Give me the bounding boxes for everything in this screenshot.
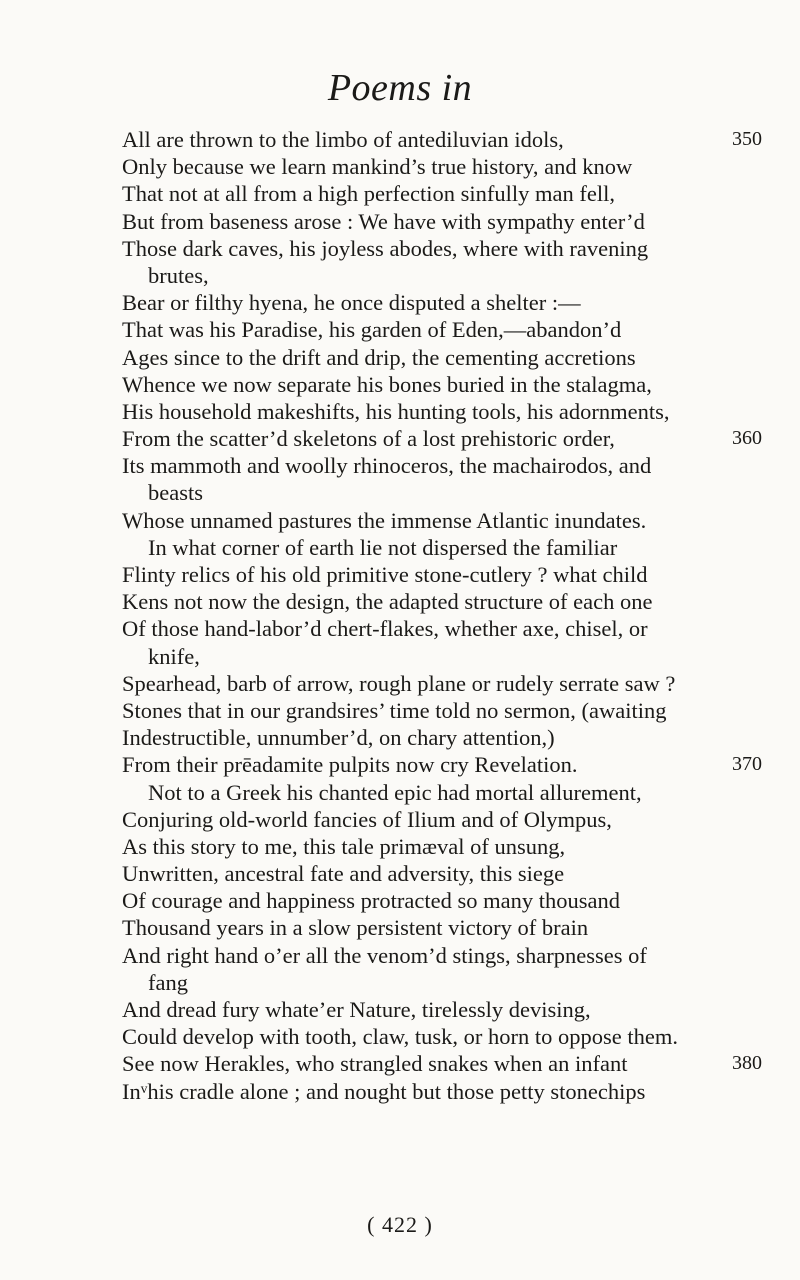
poem-line-text: All are thrown to the limbo of antediluvian idols, — [122, 127, 564, 152]
poem-line — [122, 452, 762, 479]
poem-line — [122, 806, 762, 833]
poem-line — [122, 344, 762, 371]
poem-line-text: fang — [148, 969, 188, 995]
poem-line — [122, 588, 762, 615]
poem-line-text: His household makeshifts, his hunting tools, his adornments, — [122, 398, 670, 424]
poem-line — [122, 670, 762, 697]
poem-line-text: Kens not now the design, the adapted structure of each one — [122, 589, 653, 615]
poem-line-text: Only because we learn mankind’s true history, and know — [122, 154, 633, 180]
poem-line — [122, 534, 762, 561]
poem-line-text: brutes, — [148, 262, 209, 288]
poem-line-text: See now Herakles, who strangled snakes when an infant — [122, 1051, 628, 1077]
poem-line — [122, 425, 762, 452]
poem-line-text: From the scatter’d skeletons of a lost prehistoric order, — [122, 426, 615, 452]
poem-line-text: And right hand o’er all the venom’d stings, sharpnesses of — [122, 942, 647, 968]
poem-line — [122, 779, 762, 806]
poem-line-text: Spearhead, barb of arrow, rough plane or rudely serrate saw ? — [122, 670, 676, 696]
poem-line — [122, 914, 762, 941]
poem-line-text: From their prēadamite pulpits now cry Revelation. — [122, 752, 578, 778]
poem-line — [122, 1050, 762, 1077]
poem-line-text: Inᵛhis cradle alone ; and nought but those petty stonechips — [122, 1078, 646, 1104]
poem-line — [122, 860, 762, 887]
poem-line — [122, 1023, 762, 1050]
poem-line-text: Conjuring old-world fancies of Ilium and of Olympus, — [122, 806, 612, 832]
poem-line — [122, 235, 762, 262]
poem-line — [122, 697, 762, 724]
page-number: ( 422 ) — [367, 1212, 433, 1237]
poem-line-text: Those dark caves, his joyless abodes, where with ravening — [122, 235, 649, 261]
poem-line — [122, 208, 762, 235]
running-head: Poems in — [327, 67, 473, 109]
poem-line-text: Whose unnamed pastures the immense Atlantic inundates. — [122, 507, 647, 533]
poem-line — [122, 643, 762, 670]
poem-line-text: Bear or filthy hyena, he once disputed a shelter :— — [122, 290, 581, 316]
poem-line — [122, 262, 762, 289]
poem-line — [122, 1078, 762, 1105]
poem-line-text: Indestructible, unnumber’d, on chary attention,) — [122, 725, 555, 751]
poem-line-text: Of those hand-labor’d chert-flakes, whether axe, chisel, or — [122, 616, 648, 642]
poem-text — [122, 126, 762, 1105]
poem-line — [122, 561, 762, 588]
line-number: 380 — [732, 1052, 762, 1075]
poem-line — [122, 289, 762, 316]
line-number: 370 — [732, 753, 762, 776]
poem-line-text: Not to a Greek his chanted epic had mortal allurement, — [148, 779, 642, 805]
poem-line-text: As this story to me, this tale primæval of unsung, — [122, 833, 566, 859]
poem-line — [122, 371, 762, 398]
poem-line — [122, 969, 762, 996]
poem-line — [122, 507, 762, 534]
poem-line — [122, 751, 762, 778]
line-number: 350 — [732, 128, 762, 150]
poem-line — [122, 126, 762, 153]
poem-line-text: And dread fury whate’er Nature, tirelessly devising, — [122, 997, 591, 1022]
poem-line — [122, 615, 762, 642]
poem-line — [122, 153, 762, 180]
poem-line — [122, 724, 762, 751]
poem-line — [122, 479, 762, 506]
poem-line-text: Stones that in our grandsires’ time told no sermon, (awaiting — [122, 697, 667, 723]
poem-line-text: beasts — [148, 480, 203, 506]
poem-line — [122, 833, 762, 860]
poem-line-text: Flinty relics of his old primitive stone-cutlery ? what child — [122, 562, 648, 587]
poem-line-text: Thousand years in a slow persistent victory of brain — [122, 915, 589, 941]
poem-line-text: Ages since to the drift and drip, the cementing accretions — [122, 344, 636, 370]
poem-line-text: In what corner of earth lie not dispersed the familiar — [148, 534, 618, 560]
poem-line-text: That was his Paradise, his garden of Eden,—abandon’d — [122, 317, 622, 343]
poem-line-text: Its mammoth and woolly rhinoceros, the machairodos, and — [122, 453, 652, 479]
poem-line-text: But from baseness arose : We have with sympathy enter’d — [122, 208, 645, 234]
poem-line — [122, 996, 762, 1023]
poem-line-text: knife, — [148, 643, 200, 669]
poem-line-text: Could develop with tooth, claw, tusk, or horn to oppose them. — [122, 1024, 678, 1050]
poem-line — [122, 942, 762, 969]
poem-line — [122, 398, 762, 425]
poem-line-text: Whence we now separate his bones buried in the stalagma, — [122, 371, 652, 397]
poem-line — [122, 887, 762, 914]
poem-line-text: That not at all from a high perfection sinfully man fell, — [122, 181, 615, 207]
poem-line-text: Of courage and happiness protracted so many thousand — [122, 888, 620, 914]
poem-line-text: Unwritten, ancestral fate and adversity, this siege — [122, 861, 565, 887]
poem-line — [122, 180, 762, 207]
poem-line — [122, 316, 762, 343]
line-number: 360 — [732, 427, 762, 450]
